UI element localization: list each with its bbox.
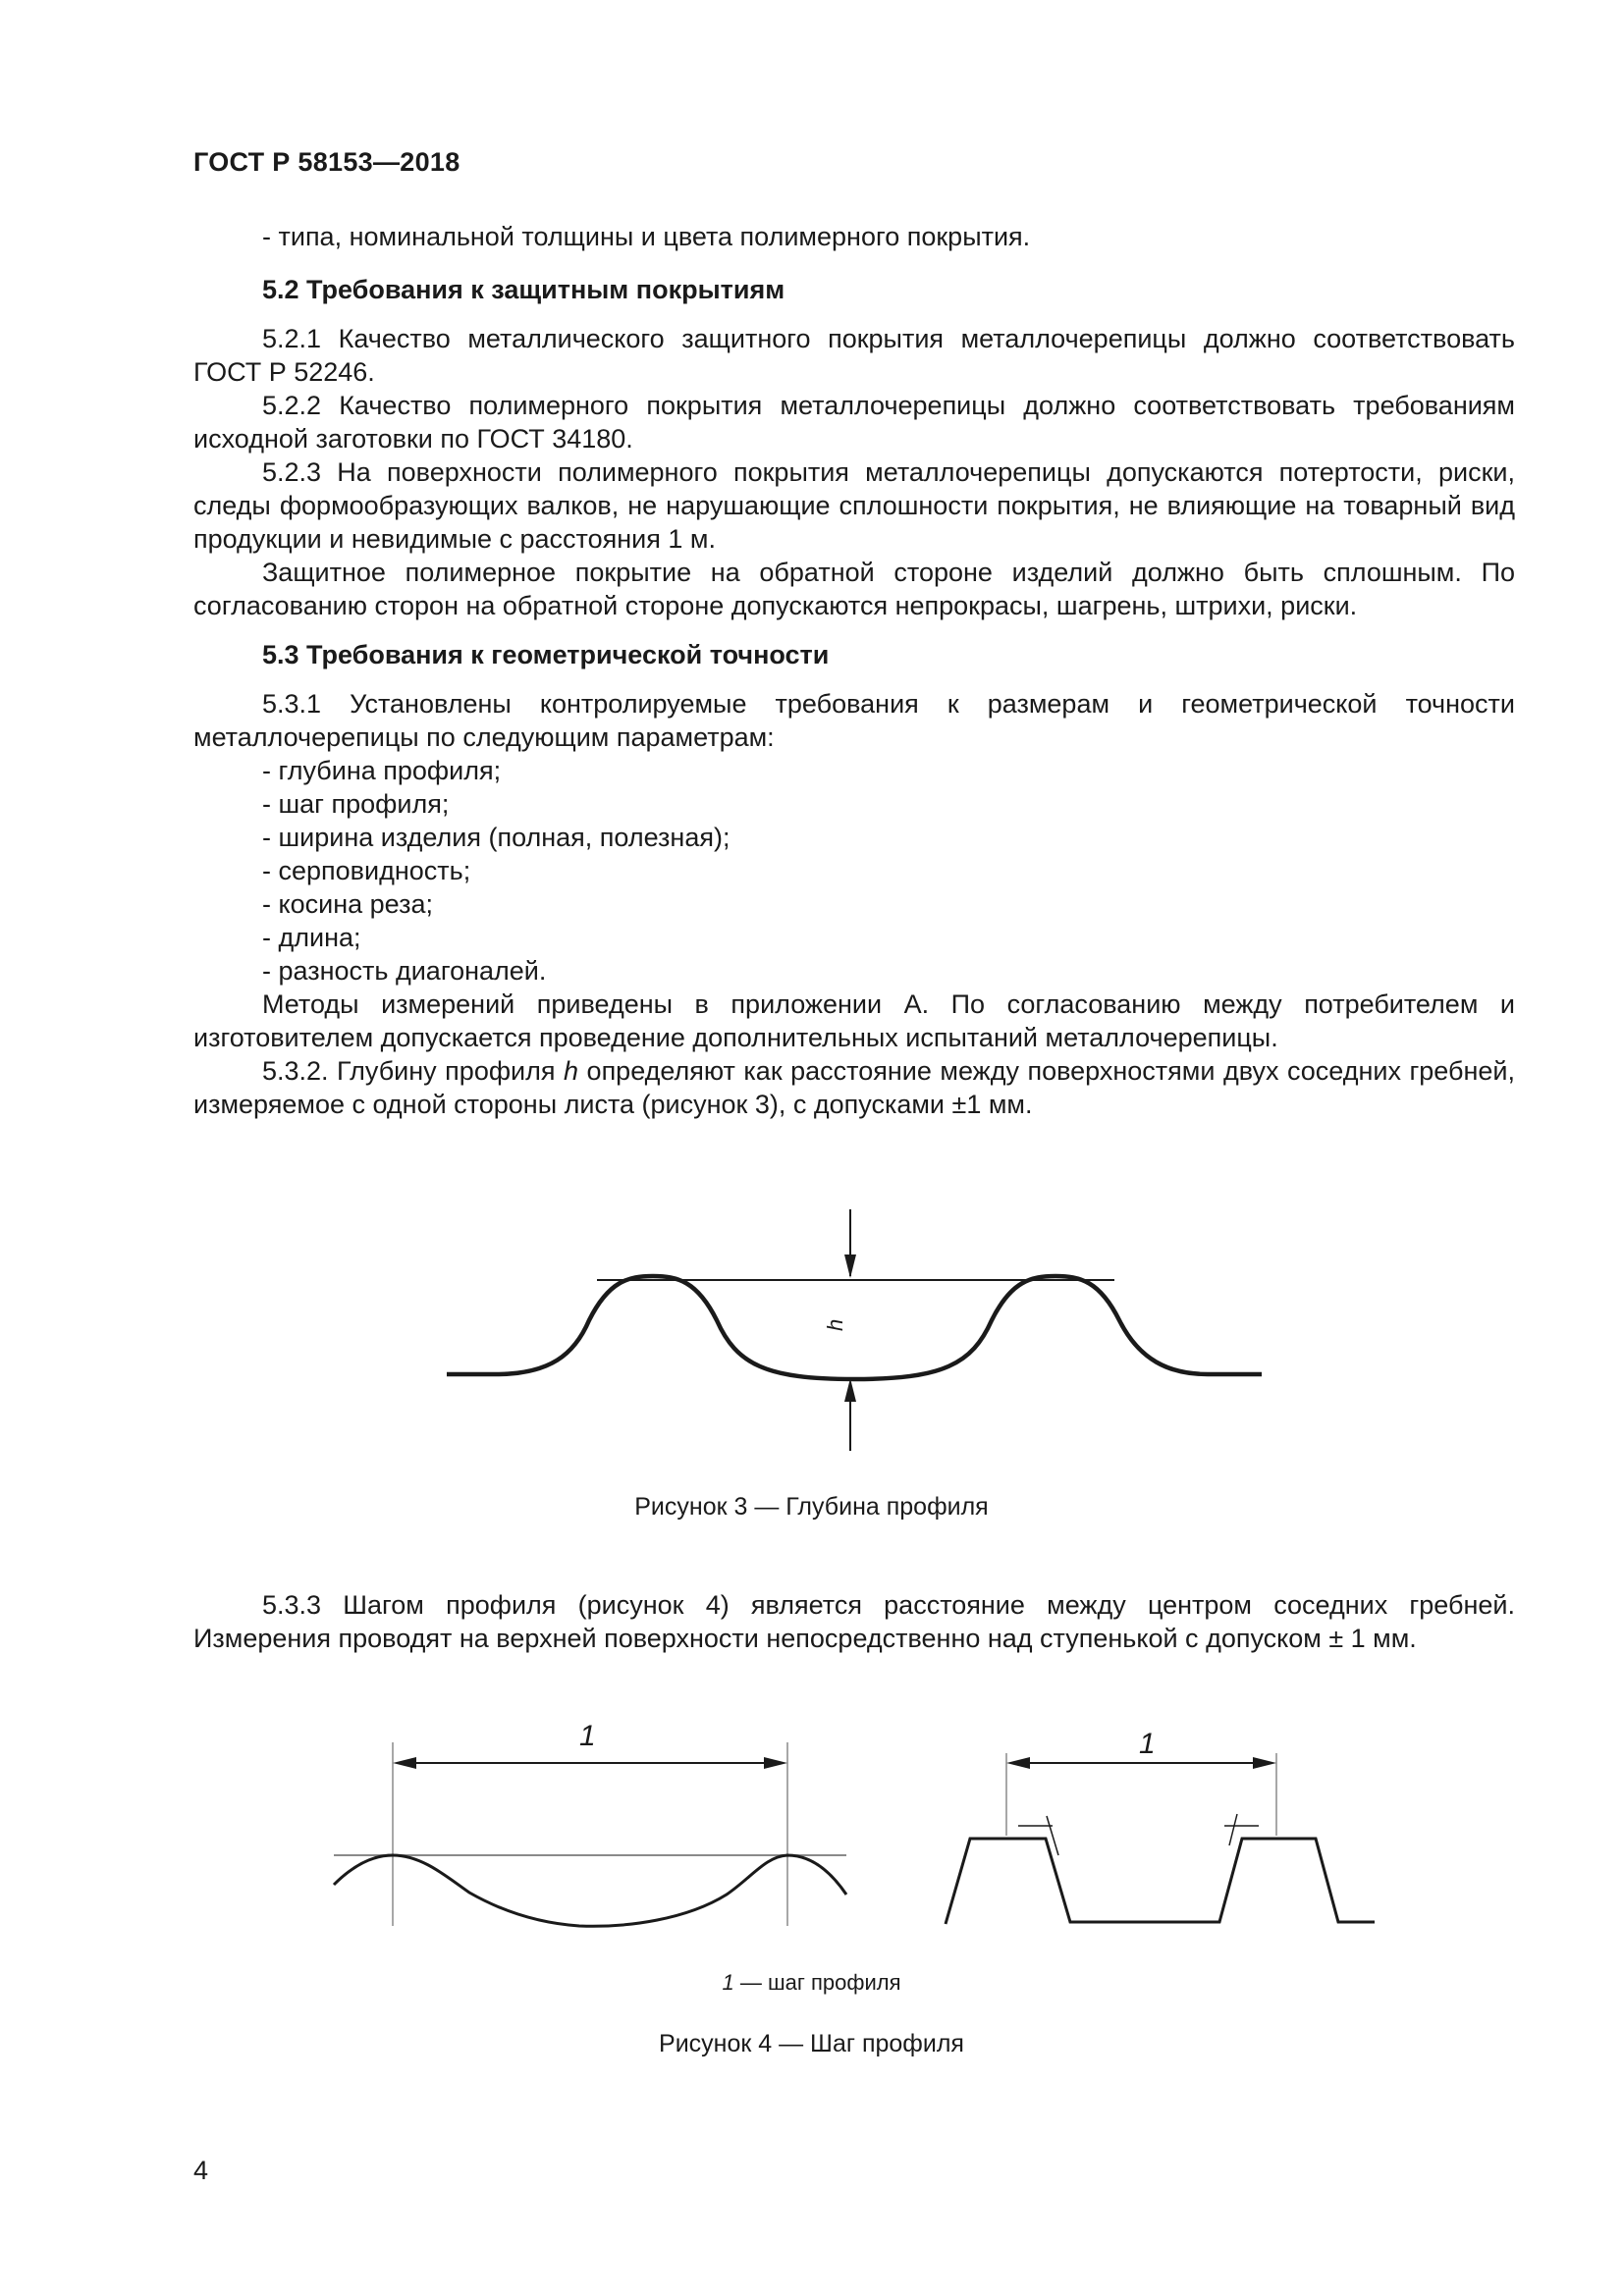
figure-3-caption: Рисунок 3 — Глубина профиля [634, 1493, 989, 1521]
list-item: - глубина профиля; [262, 756, 502, 785]
figure-4-caption: Рисунок 4 — Шаг профиля [659, 2030, 964, 2057]
document-header: ГОСТ Р 58153—2018 [193, 147, 460, 177]
list-item: - косина реза; [262, 889, 433, 919]
paragraph-5-2-1: 5.2.1 Качество металлического защитного покрытия металлочерепицы должно соответствовать ГОСТ Р 52246. [193, 324, 1515, 387]
right-trapezoid-profile [946, 1839, 1375, 1924]
arrow-left-icon [1006, 1757, 1030, 1769]
arrow-right-icon [1253, 1757, 1276, 1769]
figure-4-label-right: 1 [1139, 1728, 1156, 1760]
section-heading-5-3: 5.3 Требования к геометрической точности [262, 640, 830, 669]
paragraph-5-2-3: 5.2.3 На поверхности полимерного покрытия металлочерепицы допускаются потертости, риски, следы формообразующих валков, не нарушающие сплошности покрытия, не влияющие на товарный вид продукции и невидимые с расстояния 1 м. [193, 457, 1515, 554]
figure-4-label-left: 1 [579, 1720, 596, 1752]
arrow-right-icon [764, 1757, 787, 1769]
legend-text: — шаг профиля [733, 1970, 901, 1995]
list-item: - длина; [262, 923, 361, 952]
list-item: - серповидность; [262, 856, 471, 885]
left-wavy-profile [334, 1855, 846, 1926]
section-heading-5-2: 5.2 Требования к защитным покрытиям [262, 275, 785, 304]
paragraph-5-3-2-start: 5.3.2. Глубину профиля [262, 1056, 565, 1086]
paragraph-5-3-1: 5.3.1 Установлены контролируемые требования к размерам и геометрической точности металлочерепицы по следующим параметрам: [193, 689, 1515, 752]
paragraph-back-side: Защитное полимерное покрытие на обратной стороне изделий должно быть сплошным. По согласованию сторон на обратной стороне допускаются непрокрасы, шагрень, штрихи, риски. [193, 558, 1515, 620]
right-tick-b [1229, 1814, 1237, 1845]
variable-h: h [564, 1056, 579, 1086]
list-item: - разность диагоналей. [262, 956, 547, 986]
page-number: 4 [193, 2156, 209, 2185]
list-item: - ширина изделия (полная, полезная); [262, 823, 730, 852]
paragraph-methods: Методы измерений приведены в приложении А. По согласованию между потребителем и изготовителем допускается проведение дополнительных испытаний металлочерепицы. [193, 989, 1515, 1052]
list-item: - шаг профиля; [262, 789, 450, 819]
figure-3-label-h: h [823, 1318, 847, 1331]
legend-number: 1 [722, 1970, 734, 1995]
arrow-left-icon [393, 1757, 416, 1769]
paragraph-5-2-2: 5.2.2 Качество полимерного покрытия металлочерепицы должно соответствовать требованиям исходной заготовки по ГОСТ 34180. [193, 391, 1515, 454]
paragraph-5-3-3: 5.3.3 Шагом профиля (рисунок 4) является расстояние между центром соседних гребней. Измерения проводят на верхней поверхности непосредственно над ступенькой с допуском ± 1 мм. [193, 1590, 1515, 1653]
figure-4-legend [0, 1970, 1623, 1996]
paragraph-5-3-2-end: определяют как расстояние между поверхностями двух соседних гребней, измеряемое с одной стороны листа (рисунок 3), с допусками ±1 мм. [193, 1056, 1515, 1119]
list-item: - типа, номинальной толщины и цвета полимерного покрытия. [262, 222, 1031, 251]
